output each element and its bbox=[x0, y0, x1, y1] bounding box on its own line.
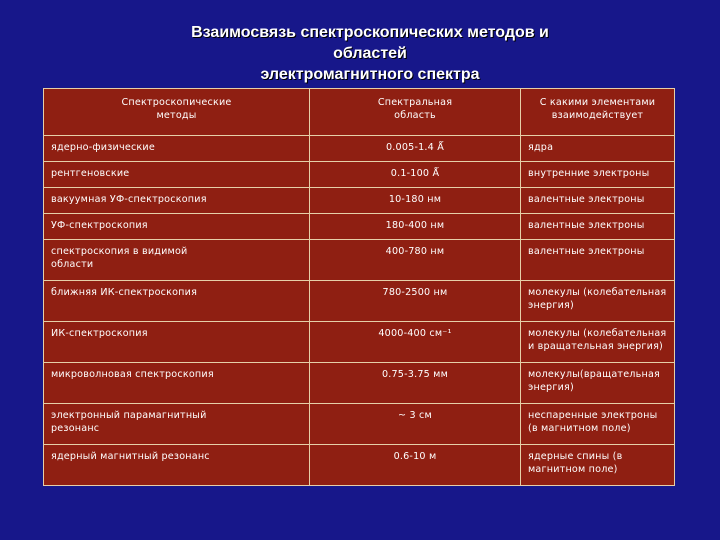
cell-region: 0.1-100 Ǻ bbox=[310, 162, 521, 188]
cell-interaction: валентные электроны bbox=[521, 240, 675, 281]
cell-region: 0.75-3.75 мм bbox=[310, 363, 521, 404]
cell-method: микроволновая спектроскопия bbox=[44, 363, 310, 404]
table-row bbox=[44, 240, 675, 281]
cell-method: ИК-спектроскопия bbox=[44, 322, 310, 363]
table-row bbox=[44, 162, 675, 188]
cell-region: 400-780 нм bbox=[310, 240, 521, 281]
cell-region: 180-400 нм bbox=[310, 214, 521, 240]
cell-region: 0.005-1.4 Ǻ bbox=[310, 136, 521, 162]
cell-method: ядерный магнитный резонанс bbox=[44, 445, 310, 486]
table-row bbox=[44, 363, 675, 404]
header-interaction: С какими элементами взаимодействует bbox=[521, 89, 675, 136]
cell-interaction: валентные электроны bbox=[521, 188, 675, 214]
cell-region: 10-180 нм bbox=[310, 188, 521, 214]
header-methods: Спектроскопические методы bbox=[44, 89, 310, 136]
cell-interaction: ядра bbox=[521, 136, 675, 162]
title-line-3: электромагнитного спектра bbox=[260, 66, 480, 83]
table-row bbox=[44, 188, 675, 214]
cell-method: электронный парамагнитный резонанс bbox=[44, 404, 310, 445]
table-row bbox=[44, 404, 675, 445]
cell-interaction: молекулы (колебательная энергия) bbox=[521, 281, 675, 322]
cell-interaction: молекулы (колебательная и вращательная энергия) bbox=[521, 322, 675, 363]
cell-interaction: молекулы(вращательная энергия) bbox=[521, 363, 675, 404]
slide-title bbox=[150, 22, 590, 85]
table-row bbox=[44, 281, 675, 322]
header-region: Спектральная область bbox=[310, 89, 521, 136]
cell-region: 4000-400 см⁻¹ bbox=[310, 322, 521, 363]
cell-method: УФ-спектроскопия bbox=[44, 214, 310, 240]
table-row bbox=[44, 136, 675, 162]
cell-method: рентгеновские bbox=[44, 162, 310, 188]
cell-interaction: неспаренные электроны (в магнитном поле) bbox=[521, 404, 675, 445]
cell-region: 780-2500 нм bbox=[310, 281, 521, 322]
cell-interaction: внутренние электроны bbox=[521, 162, 675, 188]
cell-region: 0.6-10 м bbox=[310, 445, 521, 486]
title-line-1: Взаимосвязь спектроскопических методов и bbox=[191, 24, 549, 41]
spectroscopy-table bbox=[43, 88, 675, 486]
table-row bbox=[44, 322, 675, 363]
cell-method: ядерно-физические bbox=[44, 136, 310, 162]
cell-interaction: ядерные спины (в магнитном поле) bbox=[521, 445, 675, 486]
cell-region: ~ 3 см bbox=[310, 404, 521, 445]
table-header-row bbox=[44, 89, 675, 136]
cell-method: вакуумная УФ-спектроскопия bbox=[44, 188, 310, 214]
table-row bbox=[44, 214, 675, 240]
cell-method: ближняя ИК-спектроскопия bbox=[44, 281, 310, 322]
table-row bbox=[44, 445, 675, 486]
cell-interaction: валентные электроны bbox=[521, 214, 675, 240]
title-line-2: областей bbox=[333, 45, 407, 62]
cell-method: спектроскопия в видимой области bbox=[44, 240, 310, 281]
